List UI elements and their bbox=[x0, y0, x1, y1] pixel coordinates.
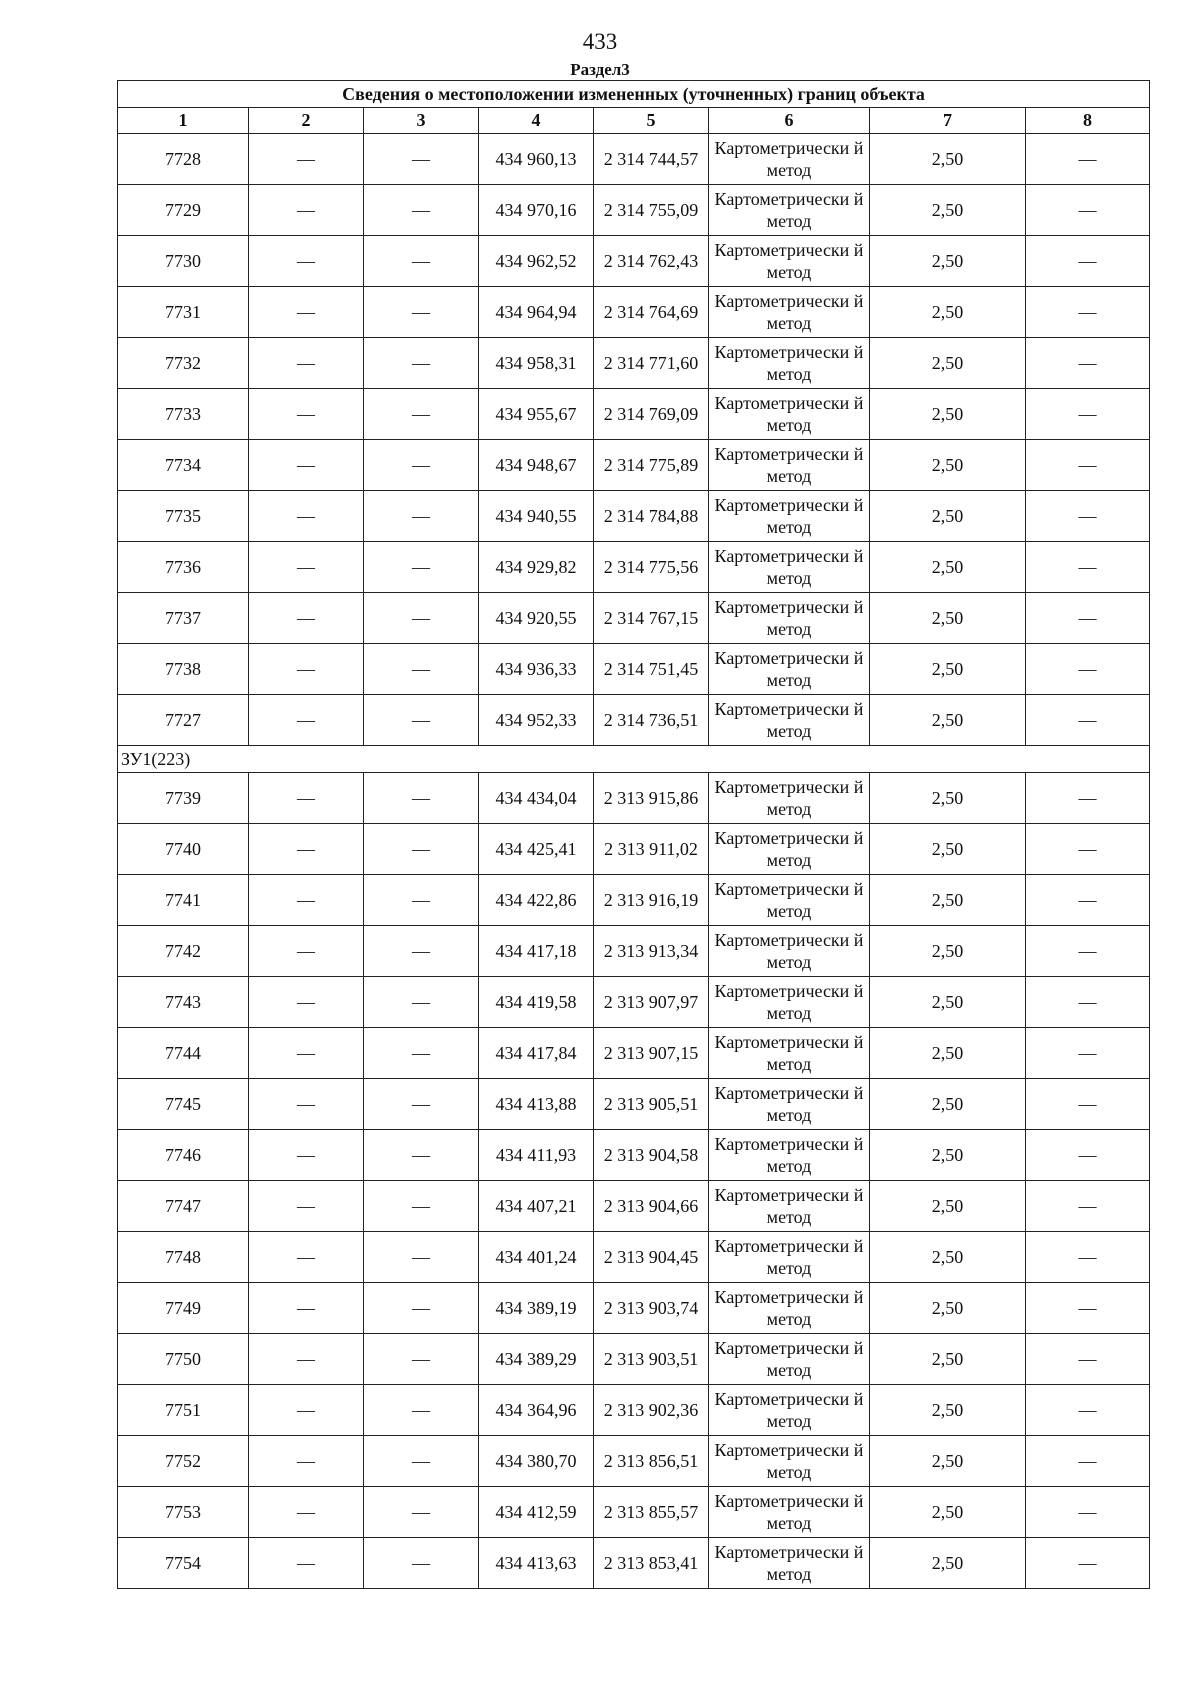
point-number-cell: 7738 bbox=[118, 644, 249, 695]
empty-cell: — bbox=[1026, 1487, 1150, 1538]
empty-cell: — bbox=[249, 389, 364, 440]
table-row bbox=[118, 1538, 1150, 1589]
table-row bbox=[118, 491, 1150, 542]
empty-cell: — bbox=[364, 1028, 479, 1079]
empty-cell: — bbox=[364, 185, 479, 236]
empty-cell: — bbox=[364, 440, 479, 491]
empty-cell: — bbox=[364, 593, 479, 644]
empty-cell: — bbox=[1026, 695, 1150, 746]
empty-cell: — bbox=[249, 1283, 364, 1334]
accuracy-cell: 2,50 bbox=[870, 491, 1026, 542]
x-coordinate-cell: 434 962,52 bbox=[479, 236, 594, 287]
empty-cell: — bbox=[249, 977, 364, 1028]
point-number-cell: 7747 bbox=[118, 1181, 249, 1232]
point-number-cell: 7739 bbox=[118, 773, 249, 824]
method-cell: Картометрически й метод bbox=[709, 542, 870, 593]
empty-cell: — bbox=[1026, 1385, 1150, 1436]
table-caption-row bbox=[118, 81, 1150, 108]
empty-cell: — bbox=[1026, 1436, 1150, 1487]
method-cell: Картометрически й метод bbox=[709, 1487, 870, 1538]
table-row bbox=[118, 185, 1150, 236]
x-coordinate-cell: 434 417,18 bbox=[479, 926, 594, 977]
empty-cell: — bbox=[249, 695, 364, 746]
accuracy-cell: 2,50 bbox=[870, 1334, 1026, 1385]
empty-cell: — bbox=[249, 1130, 364, 1181]
method-cell: Картометрически й метод bbox=[709, 1079, 870, 1130]
point-number-cell: 7741 bbox=[118, 875, 249, 926]
empty-cell: — bbox=[1026, 773, 1150, 824]
x-coordinate-cell: 434 419,58 bbox=[479, 977, 594, 1028]
empty-cell: — bbox=[249, 875, 364, 926]
x-coordinate-cell: 434 958,31 bbox=[479, 338, 594, 389]
method-cell: Картометрически й метод bbox=[709, 875, 870, 926]
empty-cell: — bbox=[364, 695, 479, 746]
method-cell: Картометрически й метод bbox=[709, 1028, 870, 1079]
empty-cell: — bbox=[249, 440, 364, 491]
empty-cell: — bbox=[249, 185, 364, 236]
point-number-cell: 7732 bbox=[118, 338, 249, 389]
y-coordinate-cell: 2 313 904,66 bbox=[594, 1181, 709, 1232]
empty-cell: — bbox=[364, 389, 479, 440]
page-number: 433 bbox=[582, 29, 618, 54]
empty-cell: — bbox=[249, 491, 364, 542]
method-cell: Картометрически й метод bbox=[709, 1385, 870, 1436]
empty-cell: — bbox=[364, 338, 479, 389]
y-coordinate-cell: 2 314 764,69 bbox=[594, 287, 709, 338]
point-number-cell: 7733 bbox=[118, 389, 249, 440]
x-coordinate-cell: 434 422,86 bbox=[479, 875, 594, 926]
point-number-cell: 7750 bbox=[118, 1334, 249, 1385]
y-coordinate-cell: 2 314 784,88 bbox=[594, 491, 709, 542]
accuracy-cell: 2,50 bbox=[870, 389, 1026, 440]
empty-cell: — bbox=[1026, 1079, 1150, 1130]
method-cell: Картометрически й метод bbox=[709, 977, 870, 1028]
empty-cell: — bbox=[364, 644, 479, 695]
y-coordinate-cell: 2 314 775,89 bbox=[594, 440, 709, 491]
x-coordinate-cell: 434 936,33 bbox=[479, 644, 594, 695]
accuracy-cell: 2,50 bbox=[870, 185, 1026, 236]
table-row bbox=[118, 1130, 1150, 1181]
table-row bbox=[118, 1181, 1150, 1232]
method-cell: Картометрически й метод bbox=[709, 1436, 870, 1487]
empty-cell: — bbox=[364, 1385, 479, 1436]
table-row bbox=[118, 134, 1150, 185]
y-coordinate-cell: 2 314 767,15 bbox=[594, 593, 709, 644]
y-coordinate-cell: 2 314 762,43 bbox=[594, 236, 709, 287]
column-header: 6 bbox=[709, 108, 870, 134]
empty-cell: — bbox=[249, 1079, 364, 1130]
y-coordinate-cell: 2 313 903,51 bbox=[594, 1334, 709, 1385]
empty-cell: — bbox=[1026, 1130, 1150, 1181]
method-cell: Картометрически й метод bbox=[709, 440, 870, 491]
point-number-cell: 7754 bbox=[118, 1538, 249, 1589]
point-number-cell: 7731 bbox=[118, 287, 249, 338]
empty-cell: — bbox=[1026, 338, 1150, 389]
column-header: 8 bbox=[1026, 108, 1150, 134]
accuracy-cell: 2,50 bbox=[870, 1436, 1026, 1487]
table-row bbox=[118, 1436, 1150, 1487]
y-coordinate-cell: 2 313 904,58 bbox=[594, 1130, 709, 1181]
point-number-cell: 7737 bbox=[118, 593, 249, 644]
method-cell: Картометрически й метод bbox=[709, 338, 870, 389]
empty-cell: — bbox=[364, 1232, 479, 1283]
empty-cell: — bbox=[364, 1079, 479, 1130]
empty-cell: — bbox=[364, 491, 479, 542]
y-coordinate-cell: 2 313 905,51 bbox=[594, 1079, 709, 1130]
empty-cell: — bbox=[249, 236, 364, 287]
column-header: 4 bbox=[479, 108, 594, 134]
empty-cell: — bbox=[249, 1385, 364, 1436]
x-coordinate-cell: 434 364,96 bbox=[479, 1385, 594, 1436]
point-number-cell: 7729 bbox=[118, 185, 249, 236]
empty-cell: — bbox=[1026, 389, 1150, 440]
method-cell: Картометрически й метод bbox=[709, 1538, 870, 1589]
empty-cell: — bbox=[1026, 287, 1150, 338]
y-coordinate-cell: 2 313 911,02 bbox=[594, 824, 709, 875]
accuracy-cell: 2,50 bbox=[870, 1487, 1026, 1538]
empty-cell: — bbox=[364, 542, 479, 593]
method-cell: Картометрически й метод bbox=[709, 773, 870, 824]
method-cell: Картометрически й метод bbox=[709, 185, 870, 236]
empty-cell: — bbox=[249, 1436, 364, 1487]
point-number-cell: 7727 bbox=[118, 695, 249, 746]
empty-cell: — bbox=[364, 824, 479, 875]
empty-cell: — bbox=[1026, 1334, 1150, 1385]
table-row bbox=[118, 1334, 1150, 1385]
method-cell: Картометрически й метод bbox=[709, 236, 870, 287]
table-row bbox=[118, 1283, 1150, 1334]
empty-cell: — bbox=[364, 1538, 479, 1589]
table-row bbox=[118, 593, 1150, 644]
empty-cell: — bbox=[1026, 1181, 1150, 1232]
point-number-cell: 7751 bbox=[118, 1385, 249, 1436]
empty-cell: — bbox=[249, 593, 364, 644]
empty-cell: — bbox=[1026, 1538, 1150, 1589]
column-header-row bbox=[118, 108, 1150, 134]
empty-cell: — bbox=[364, 1130, 479, 1181]
y-coordinate-cell: 2 313 916,19 bbox=[594, 875, 709, 926]
method-cell: Картометрически й метод bbox=[709, 1283, 870, 1334]
y-coordinate-cell: 2 314 751,45 bbox=[594, 644, 709, 695]
empty-cell: — bbox=[364, 1436, 479, 1487]
empty-cell: — bbox=[1026, 440, 1150, 491]
empty-cell: — bbox=[364, 926, 479, 977]
accuracy-cell: 2,50 bbox=[870, 593, 1026, 644]
point-number-cell: 7743 bbox=[118, 977, 249, 1028]
column-header: 7 bbox=[870, 108, 1026, 134]
empty-cell: — bbox=[249, 134, 364, 185]
column-header: 3 bbox=[364, 108, 479, 134]
section-label: Раздел3 bbox=[570, 60, 630, 79]
accuracy-cell: 2,50 bbox=[870, 1283, 1026, 1334]
point-number-cell: 7749 bbox=[118, 1283, 249, 1334]
accuracy-cell: 2,50 bbox=[870, 1130, 1026, 1181]
empty-cell: — bbox=[1026, 926, 1150, 977]
method-cell: Картометрически й метод bbox=[709, 1334, 870, 1385]
y-coordinate-cell: 2 313 913,34 bbox=[594, 926, 709, 977]
y-coordinate-cell: 2 313 856,51 bbox=[594, 1436, 709, 1487]
accuracy-cell: 2,50 bbox=[870, 875, 1026, 926]
point-number-cell: 7728 bbox=[118, 134, 249, 185]
x-coordinate-cell: 434 389,29 bbox=[479, 1334, 594, 1385]
table-caption: Сведения о местоположении измененных (уточненных) границ объекта bbox=[118, 81, 1150, 108]
table-row bbox=[118, 440, 1150, 491]
empty-cell: — bbox=[364, 134, 479, 185]
method-cell: Картометрически й метод bbox=[709, 1232, 870, 1283]
table-row bbox=[118, 1487, 1150, 1538]
method-cell: Картометрически й метод bbox=[709, 926, 870, 977]
empty-cell: — bbox=[364, 287, 479, 338]
point-number-cell: 7740 bbox=[118, 824, 249, 875]
x-coordinate-cell: 434 413,88 bbox=[479, 1079, 594, 1130]
accuracy-cell: 2,50 bbox=[870, 1028, 1026, 1079]
x-coordinate-cell: 434 929,82 bbox=[479, 542, 594, 593]
y-coordinate-cell: 2 314 769,09 bbox=[594, 389, 709, 440]
accuracy-cell: 2,50 bbox=[870, 1079, 1026, 1130]
point-number-cell: 7748 bbox=[118, 1232, 249, 1283]
point-number-cell: 7745 bbox=[118, 1079, 249, 1130]
accuracy-cell: 2,50 bbox=[870, 977, 1026, 1028]
table-row bbox=[118, 1232, 1150, 1283]
x-coordinate-cell: 434 940,55 bbox=[479, 491, 594, 542]
empty-cell: — bbox=[364, 1283, 479, 1334]
accuracy-cell: 2,50 bbox=[870, 542, 1026, 593]
point-number-cell: 7730 bbox=[118, 236, 249, 287]
point-number-cell: 7744 bbox=[118, 1028, 249, 1079]
method-cell: Картометрически й метод bbox=[709, 389, 870, 440]
empty-cell: — bbox=[1026, 1283, 1150, 1334]
empty-cell: — bbox=[1026, 185, 1150, 236]
accuracy-cell: 2,50 bbox=[870, 338, 1026, 389]
x-coordinate-cell: 434 970,16 bbox=[479, 185, 594, 236]
method-cell: Картометрически й метод bbox=[709, 134, 870, 185]
empty-cell: — bbox=[364, 977, 479, 1028]
x-coordinate-cell: 434 417,84 bbox=[479, 1028, 594, 1079]
point-number-cell: 7752 bbox=[118, 1436, 249, 1487]
point-number-cell: 7734 bbox=[118, 440, 249, 491]
empty-cell: — bbox=[249, 287, 364, 338]
empty-cell: — bbox=[249, 1232, 364, 1283]
y-coordinate-cell: 2 314 755,09 bbox=[594, 185, 709, 236]
column-header: 1 bbox=[118, 108, 249, 134]
empty-cell: — bbox=[364, 1181, 479, 1232]
x-coordinate-cell: 434 407,21 bbox=[479, 1181, 594, 1232]
y-coordinate-cell: 2 314 736,51 bbox=[594, 695, 709, 746]
accuracy-cell: 2,50 bbox=[870, 773, 1026, 824]
x-coordinate-cell: 434 380,70 bbox=[479, 1436, 594, 1487]
table-row bbox=[118, 338, 1150, 389]
method-cell: Картометрически й метод bbox=[709, 644, 870, 695]
table-row bbox=[118, 977, 1150, 1028]
empty-cell: — bbox=[249, 824, 364, 875]
accuracy-cell: 2,50 bbox=[870, 926, 1026, 977]
y-coordinate-cell: 2 313 903,74 bbox=[594, 1283, 709, 1334]
x-coordinate-cell: 434 389,19 bbox=[479, 1283, 594, 1334]
empty-cell: — bbox=[1026, 491, 1150, 542]
x-coordinate-cell: 434 964,94 bbox=[479, 287, 594, 338]
accuracy-cell: 2,50 bbox=[870, 236, 1026, 287]
empty-cell: — bbox=[1026, 236, 1150, 287]
accuracy-cell: 2,50 bbox=[870, 1232, 1026, 1283]
x-coordinate-cell: 434 413,63 bbox=[479, 1538, 594, 1589]
empty-cell: — bbox=[249, 1028, 364, 1079]
x-coordinate-cell: 434 411,93 bbox=[479, 1130, 594, 1181]
table-row bbox=[118, 875, 1150, 926]
empty-cell: — bbox=[249, 926, 364, 977]
empty-cell: — bbox=[249, 1538, 364, 1589]
point-number-cell: 7742 bbox=[118, 926, 249, 977]
empty-cell: — bbox=[1026, 1028, 1150, 1079]
method-cell: Картометрически й метод bbox=[709, 593, 870, 644]
empty-cell: — bbox=[1026, 875, 1150, 926]
table-row bbox=[118, 824, 1150, 875]
point-number-cell: 7746 bbox=[118, 1130, 249, 1181]
empty-cell: — bbox=[249, 1181, 364, 1232]
group-label: ЗУ1(223) bbox=[118, 746, 1150, 773]
point-number-cell: 7753 bbox=[118, 1487, 249, 1538]
group-label-row bbox=[118, 746, 1150, 773]
x-coordinate-cell: 434 412,59 bbox=[479, 1487, 594, 1538]
table-row bbox=[118, 287, 1150, 338]
accuracy-cell: 2,50 bbox=[870, 695, 1026, 746]
table-row bbox=[118, 773, 1150, 824]
y-coordinate-cell: 2 314 744,57 bbox=[594, 134, 709, 185]
accuracy-cell: 2,50 bbox=[870, 134, 1026, 185]
table-row bbox=[118, 389, 1150, 440]
empty-cell: — bbox=[249, 644, 364, 695]
method-cell: Картометрически й метод bbox=[709, 287, 870, 338]
method-cell: Картометрически й метод bbox=[709, 1130, 870, 1181]
table-row bbox=[118, 1028, 1150, 1079]
empty-cell: — bbox=[1026, 644, 1150, 695]
empty-cell: — bbox=[364, 875, 479, 926]
empty-cell: — bbox=[1026, 1232, 1150, 1283]
empty-cell: — bbox=[1026, 824, 1150, 875]
y-coordinate-cell: 2 313 853,41 bbox=[594, 1538, 709, 1589]
point-number-cell: 7735 bbox=[118, 491, 249, 542]
y-coordinate-cell: 2 313 907,15 bbox=[594, 1028, 709, 1079]
table-row bbox=[118, 1079, 1150, 1130]
y-coordinate-cell: 2 313 915,86 bbox=[594, 773, 709, 824]
method-cell: Картометрически й метод bbox=[709, 824, 870, 875]
table-row bbox=[118, 695, 1150, 746]
table-row bbox=[118, 542, 1150, 593]
empty-cell: — bbox=[1026, 977, 1150, 1028]
empty-cell: — bbox=[249, 338, 364, 389]
empty-cell: — bbox=[249, 1334, 364, 1385]
y-coordinate-cell: 2 314 771,60 bbox=[594, 338, 709, 389]
table-row bbox=[118, 644, 1150, 695]
table-row bbox=[118, 1385, 1150, 1436]
column-header: 2 bbox=[249, 108, 364, 134]
y-coordinate-cell: 2 314 775,56 bbox=[594, 542, 709, 593]
y-coordinate-cell: 2 313 907,97 bbox=[594, 977, 709, 1028]
accuracy-cell: 2,50 bbox=[870, 824, 1026, 875]
method-cell: Картометрически й метод bbox=[709, 1181, 870, 1232]
empty-cell: — bbox=[1026, 134, 1150, 185]
empty-cell: — bbox=[364, 1334, 479, 1385]
x-coordinate-cell: 434 920,55 bbox=[479, 593, 594, 644]
table-row bbox=[118, 236, 1150, 287]
point-number-cell: 7736 bbox=[118, 542, 249, 593]
accuracy-cell: 2,50 bbox=[870, 440, 1026, 491]
accuracy-cell: 2,50 bbox=[870, 1385, 1026, 1436]
method-cell: Картометрически й метод bbox=[709, 695, 870, 746]
y-coordinate-cell: 2 313 902,36 bbox=[594, 1385, 709, 1436]
empty-cell: — bbox=[1026, 593, 1150, 644]
x-coordinate-cell: 434 952,33 bbox=[479, 695, 594, 746]
boundary-coordinates-table bbox=[117, 80, 1150, 1589]
column-header: 5 bbox=[594, 108, 709, 134]
empty-cell: — bbox=[249, 773, 364, 824]
empty-cell: — bbox=[249, 1487, 364, 1538]
empty-cell: — bbox=[364, 773, 479, 824]
x-coordinate-cell: 434 401,24 bbox=[479, 1232, 594, 1283]
table-row bbox=[118, 926, 1150, 977]
y-coordinate-cell: 2 313 855,57 bbox=[594, 1487, 709, 1538]
empty-cell: — bbox=[364, 1487, 479, 1538]
empty-cell: — bbox=[249, 542, 364, 593]
accuracy-cell: 2,50 bbox=[870, 1181, 1026, 1232]
accuracy-cell: 2,50 bbox=[870, 287, 1026, 338]
accuracy-cell: 2,50 bbox=[870, 644, 1026, 695]
empty-cell: — bbox=[1026, 542, 1150, 593]
x-coordinate-cell: 434 955,67 bbox=[479, 389, 594, 440]
x-coordinate-cell: 434 948,67 bbox=[479, 440, 594, 491]
y-coordinate-cell: 2 313 904,45 bbox=[594, 1232, 709, 1283]
accuracy-cell: 2,50 bbox=[870, 1538, 1026, 1589]
x-coordinate-cell: 434 425,41 bbox=[479, 824, 594, 875]
x-coordinate-cell: 434 960,13 bbox=[479, 134, 594, 185]
x-coordinate-cell: 434 434,04 bbox=[479, 773, 594, 824]
empty-cell: — bbox=[364, 236, 479, 287]
method-cell: Картометрически й метод bbox=[709, 491, 870, 542]
